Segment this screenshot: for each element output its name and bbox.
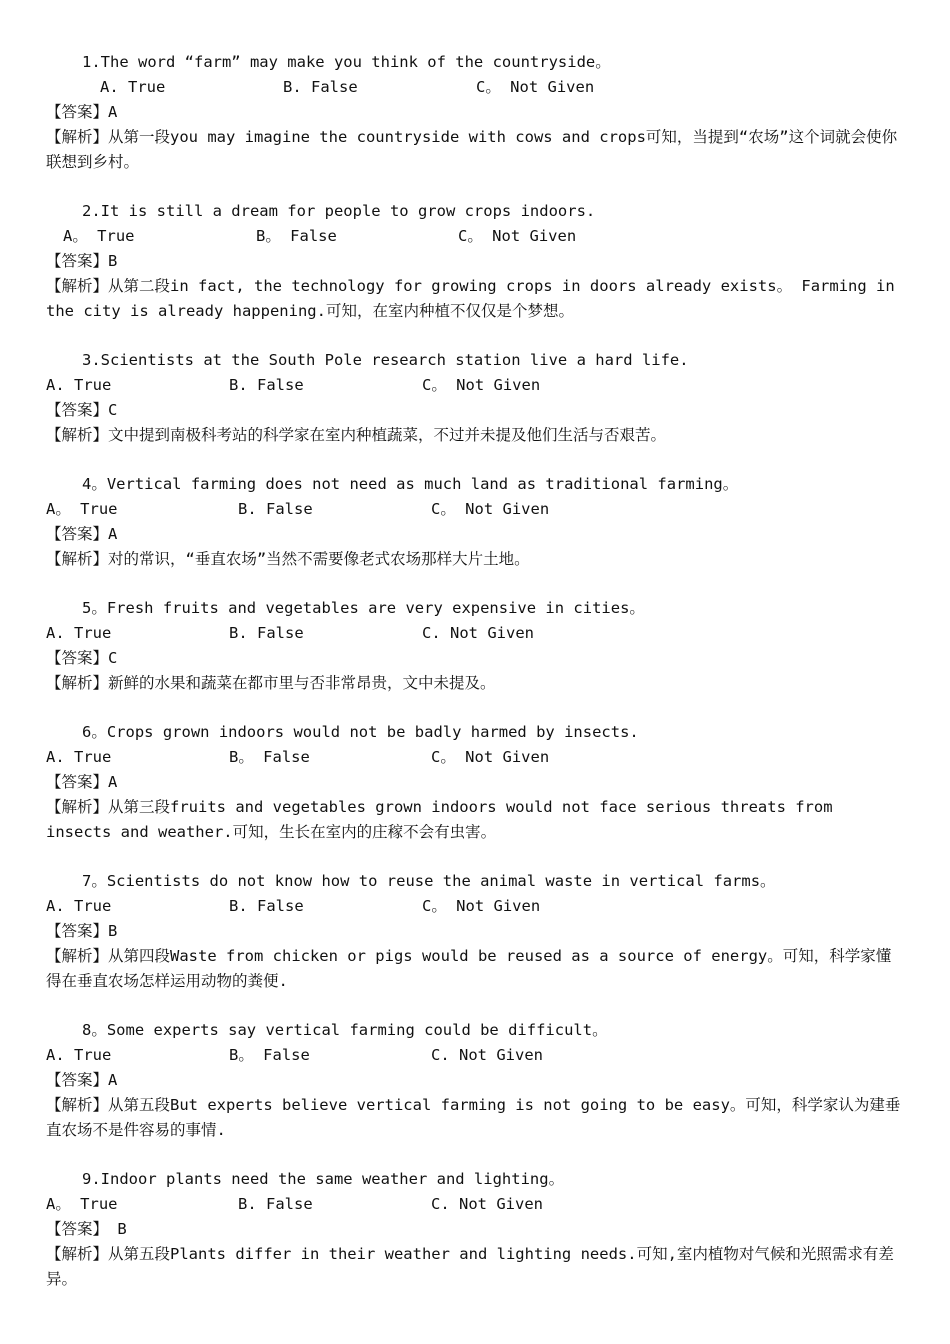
option-a: A. True [46,376,112,394]
options-row [46,373,906,398]
answer-line: 【答案】B [46,922,118,940]
options-row [46,224,906,249]
question-9 [46,1167,906,1292]
question-8 [46,1018,906,1143]
question-stem: 3.Scientists at the South Pole research station live a hard life. [82,351,689,369]
option-b: B。 False [256,227,337,245]
option-c: C。 Not Given [422,376,541,394]
options-row [46,745,906,770]
option-c: C。 Not Given [431,500,550,518]
answer-line: 【答案】B [46,252,118,270]
analysis-text: 【解析】从第四段Waste from chicken or pigs would be reused as a source of energy。可知，科学家懂得在垂直农场怎样运用动物的粪便. [46,947,892,990]
option-a: A。 True [63,227,135,245]
answer-line: 【答案】A [46,773,118,791]
question-stem: 7。Scientists do not know how to reuse the animal waste in vertical farms。 [82,872,776,890]
answer-line: 【答案】A [46,103,118,121]
option-c: C。 Not Given [458,227,577,245]
question-stem: 6。Crops grown indoors would not be badly harmed by insects. [82,723,639,741]
question-4 [46,472,906,572]
option-a: A。 True [46,500,118,518]
question-2 [46,199,906,324]
analysis-text: 【解析】文中提到南极科考站的科学家在室内种植蔬菜，不过并未提及他们生活与否艰苦。 [46,426,667,444]
options-row [46,75,906,100]
analysis-text: 【解析】从第二段in fact, the technology for growing crops in doors already exists。 Farming in the city is already happening.可知，在室内种植不仅仅是个梦想。 [46,277,895,320]
question-stem: 9.Indoor plants need the same weather and lighting。 [82,1170,565,1188]
option-c: C. Not Given [431,1046,543,1064]
option-b: B。 False [229,748,310,766]
option-a: A. True [46,897,112,915]
answer-line: 【答案】A [46,525,118,543]
question-1 [46,50,906,175]
option-a: A. True [46,748,112,766]
question-3 [46,348,906,448]
answer-line: 【答案】C [46,401,118,419]
option-b: B. False [238,500,313,518]
analysis-text: 【解析】从第三段fruits and vegetables grown indoors would not face serious threats from insects and weather.可知，生长在室内的庄稼不会有虫害。 [46,798,833,841]
option-a: A. True [46,624,112,642]
options-row [46,1192,906,1217]
option-b: B. False [238,1195,313,1213]
question-5 [46,596,906,696]
analysis-text: 【解析】新鲜的水果和蔬菜在都市里与否非常昂贵，文中未提及。 [46,674,496,692]
answer-line: 【答案】 B [46,1220,127,1238]
options-row [46,621,906,646]
answer-line: 【答案】C [46,649,118,667]
question-stem: 4。Vertical farming does not need as much land as traditional farming。 [82,475,739,493]
option-a: A. True [46,1046,112,1064]
option-a: A。 True [46,1195,118,1213]
option-c: C。 Not Given [431,748,550,766]
option-b: B. False [283,78,358,96]
question-6 [46,720,906,845]
option-c: C。 Not Given [422,897,541,915]
question-stem: 8。Some experts say vertical farming could be difficult。 [82,1021,608,1039]
option-b: B. False [229,376,304,394]
option-c: C。 Not Given [476,78,595,96]
question-stem: 5。Fresh fruits and vegetables are very expensive in cities。 [82,599,645,617]
answer-line: 【答案】A [46,1071,118,1089]
option-b: B。 False [229,1046,310,1064]
analysis-text: 【解析】从第五段But experts believe vertical farming is not going to be easy。可知，科学家认为建垂直农场不是件容易的事情. [46,1096,901,1139]
option-c: C. Not Given [431,1195,543,1213]
question-7 [46,869,906,994]
analysis-text: 【解析】从第一段you may imagine the countryside with cows and crops可知，当提到“农场”这个词就会使你联想到乡村。 [46,128,898,171]
option-a: A. True [100,78,166,96]
option-b: B. False [229,624,304,642]
question-stem: 2.It is still a dream for people to grow crops indoors. [82,202,596,220]
document-page [46,50,906,1292]
question-stem: 1.The word “farm” may make you think of the countryside。 [82,53,611,71]
option-c: C. Not Given [422,624,534,642]
options-row [46,894,906,919]
options-row [46,497,906,522]
analysis-text: 【解析】对的常识，“垂直农场”当然不需要像老式农场那样大片土地。 [46,550,530,568]
analysis-text: 【解析】从第五段Plants differ in their weather and lighting needs.可知,室内植物对气候和光照需求有差异。 [46,1245,894,1288]
option-b: B. False [229,897,304,915]
options-row [46,1043,906,1068]
